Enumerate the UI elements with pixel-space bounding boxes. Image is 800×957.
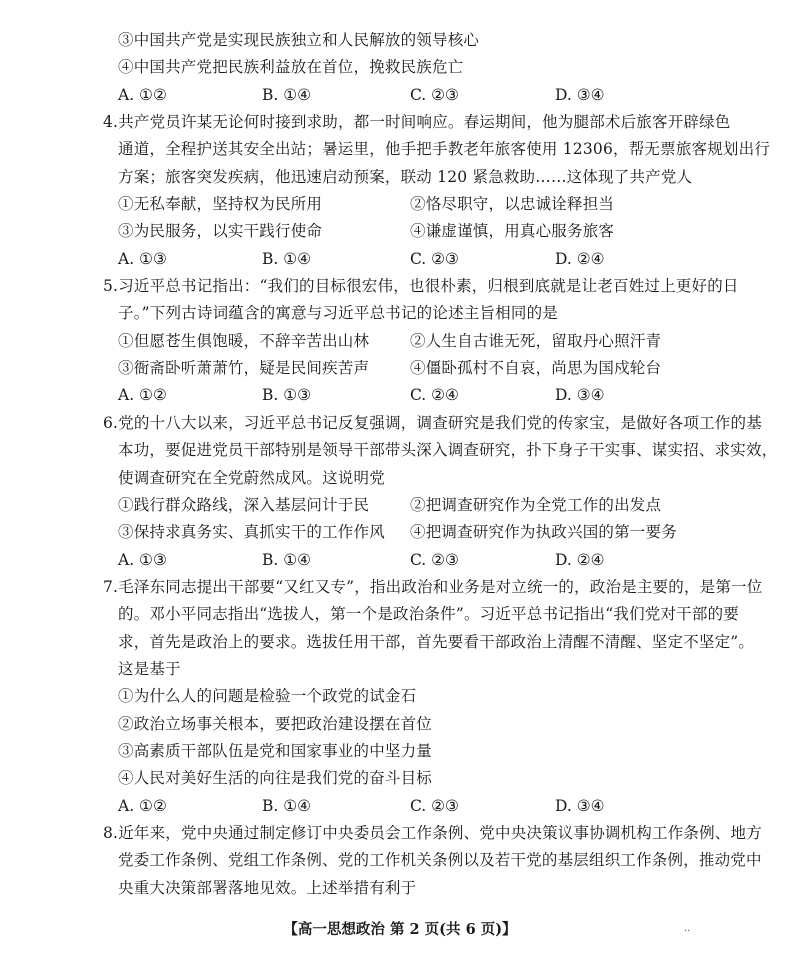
q5-stem-line-2: 子。”下列古诗词蕴含的寓意与习近平总书记的论述主旨相同的是 — [118, 304, 558, 322]
q4-statement-1: ①无私奉献，坚持权为民所用 — [118, 195, 323, 213]
q3-option-b: B. ①④ — [262, 86, 312, 104]
q6-option-c: C. ②③ — [410, 551, 459, 569]
q7-stem-line-2: 的。邓小平同志指出“选拔人，第一个是政治条件”。习近平总书记指出“我们党对干部的要 — [118, 605, 739, 623]
q7-statement-4: ④人民对美好生活的向往是我们党的奋斗目标 — [118, 769, 433, 787]
q6-statement-3: ③保持求真务实、真抓实干的工作作风 — [118, 523, 385, 541]
q6-option-b: B. ①④ — [262, 551, 312, 569]
q8-stem-line-2: 党委工作条例、党组工作条例、党的工作机关条例以及若干党的基层组织工作条例，推动党中 — [118, 851, 762, 869]
q4-statement-4: ④谦虚谨慎，用真心服务旅客 — [410, 222, 615, 240]
q8-stem-line-3: 央重大决策部署落地见效。上述举措有利于 — [118, 879, 417, 897]
q4-option-d: D. ②④ — [555, 250, 605, 268]
page-footer: 【高一思想政治 第 2 页(共 6 页)】 — [283, 921, 517, 938]
q4-option-b: B. ①④ — [262, 250, 312, 268]
q4-stem-line-2: 通道，全程护送其安全出站；暑运里，他手把手教老年旅客使用 12306，帮无票旅客规划出行 — [118, 140, 771, 158]
q7-option-c: C. ②③ — [410, 797, 459, 815]
q6-stem-line-1: 6.党的十八大以来，习近平总书记反复强调，调查研究是我们党的传家宝，是做好各项工作的基 — [103, 414, 762, 432]
q4-statement-3: ③为民服务，以实干践行使命 — [118, 222, 323, 240]
q7-option-a: A. ①② — [118, 797, 167, 815]
q7-option-d: D. ③④ — [555, 797, 605, 815]
q6-statement-2: ②把调查研究作为全党工作的出发点 — [410, 496, 662, 514]
q6-stem-line-3: 使调查研究在全党蔚然成风。这说明党 — [118, 469, 385, 487]
q6-statement-1: ①践行群众路线，深入基层问计于民 — [118, 496, 370, 514]
q3-statement-4: ④中国共产党把民族利益放在首位，挽救民族危亡 — [118, 58, 464, 76]
q6-option-a: A. ①③ — [118, 551, 167, 569]
q7-statement-1: ①为什么人的问题是检验一个政党的试金石 — [118, 687, 417, 705]
q6-statement-4: ④把调查研究作为执政兴国的第一要务 — [410, 523, 677, 541]
q5-statement-4: ④僵卧孤村不自哀，尚思为国戍轮台 — [410, 359, 662, 377]
corner-mark: ·· — [684, 926, 691, 937]
q5-option-c: C. ②④ — [410, 386, 459, 404]
q4-option-a: A. ①③ — [118, 250, 167, 268]
q5-statement-3: ③衙斋卧听萧萧竹，疑是民间疾苦声 — [118, 359, 370, 377]
q5-statement-1: ①但愿苍生俱饱暖，不辞辛苦出山林 — [118, 332, 370, 350]
q7-stem-line-4: 这是基于 — [118, 660, 181, 678]
q4-stem-line-3: 方案；旅客突发疾病，他迅速启动预案，联动 120 紧急救助……这体现了共产党人 — [118, 168, 693, 186]
q6-stem-line-2: 本功，要促进党员干部特别是领导干部带头深入调查研究，扑下身子干实事、谋实招、求实效， — [118, 441, 778, 459]
q5-option-b: B. ①③ — [262, 386, 312, 404]
q5-option-a: A. ①② — [118, 386, 167, 404]
q5-option-d: D. ③④ — [555, 386, 605, 404]
q8-stem-line-1: 8.近年来，党中央通过制定修订中央委员会工作条例、党中央决策议事协调机构工作条例、地方 — [103, 824, 762, 842]
q7-stem-line-3: 求，首先是政治上的要求。选拔任用干部，首先要看干部政治上清醒不清醒、坚定不坚定”。 — [118, 633, 755, 651]
q7-stem-line-1: 7.毛泽东同志提出干部要“又红又专”，指出政治和业务是对立统一的，政治是主要的，是第一位 — [103, 578, 763, 596]
q4-statement-2: ②恪尽职守，以忠诚诠释担当 — [410, 195, 615, 213]
q4-option-c: C. ②③ — [410, 250, 459, 268]
q3-option-d: D. ③④ — [555, 86, 605, 104]
q5-stem-line-1: 5.习近平总书记指出：“我们的目标很宏伟，也很朴素，归根到底就是让老百姓过上更好的日 — [103, 277, 739, 295]
q3-option-a: A. ①② — [118, 86, 167, 104]
q3-option-c: C. ②③ — [410, 86, 459, 104]
q7-statement-2: ②政治立场事关根本，要把政治建设摆在首位 — [118, 715, 433, 733]
q5-statement-2: ②人生自古谁无死，留取丹心照汗青 — [410, 332, 662, 350]
q7-option-b: B. ①④ — [262, 797, 312, 815]
q3-statement-3: ③中国共产党是实现民族独立和人民解放的领导核心 — [118, 31, 480, 49]
q6-option-d: D. ②④ — [555, 551, 605, 569]
q7-statement-3: ③高素质干部队伍是党和国家事业的中坚力量 — [118, 742, 433, 760]
q4-stem-line-1: 4.共产党员许某无论何时接到求助，都一时间响应。春运期间，他为腿部术后旅客开辟绿色 — [103, 113, 731, 131]
